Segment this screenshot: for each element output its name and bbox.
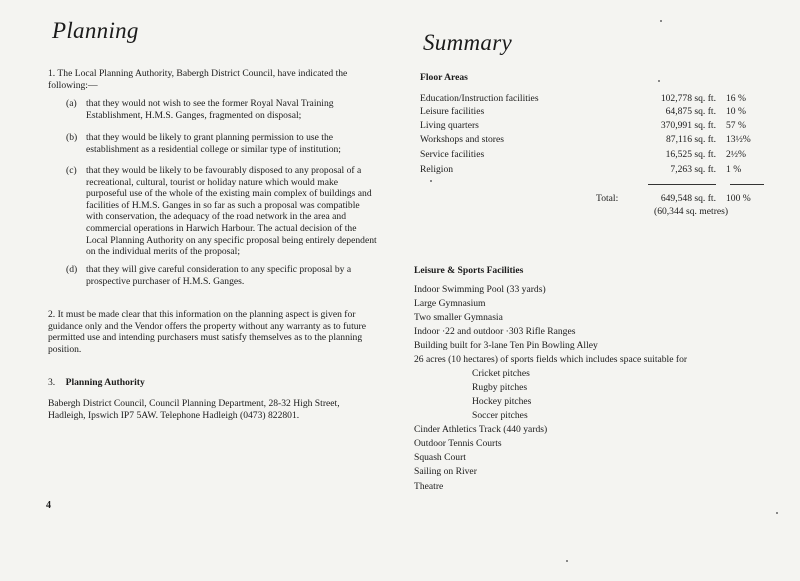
pitch-item: Hockey pitches <box>472 396 532 407</box>
floor-name: Religion <box>420 164 454 175</box>
total-rule-area <box>648 184 716 185</box>
leisure-item: Large Gymnasium <box>414 298 486 309</box>
planning-heading: Planning <box>52 18 139 43</box>
leisure-item: Indoor Swimming Pool (33 yards) <box>414 284 546 295</box>
floor-name: Education/Instruction facilities <box>420 93 539 104</box>
planning-authority-text: Babergh District Council, Council Planning Department, 28-32 High Street, Hadleigh, Ipswich IP7 5AW. Telephone Hadleigh (0473) 822801. <box>48 398 340 421</box>
total-label: Total: <box>596 193 619 204</box>
floor-area: 370,991 sq. ft. <box>660 120 716 131</box>
pitch-item: Rugby pitches <box>472 382 528 393</box>
item-text: that they would not wish to see the former Royal Naval Training Establishment, H.M.S. Ganges, fragmented on disposal; <box>86 98 334 121</box>
scan-speck <box>430 180 432 182</box>
floor-row <box>420 164 780 176</box>
floor-percent: 57 % <box>726 120 746 131</box>
page-number: 4 <box>46 500 51 511</box>
item-text: that they would be likely to be favourably disposed to any proposal of a recreational, cultural, tourist or holiday nature which would make purposeful use of the whole of the existing main complex of buildings and facilities of H.M.S. Ganges in so far as such a proposal was compatible with conservation, the adequacy of the road network in the area and commercial operations in Harwich Harbour. The actual decision of the Local Planning Authority on any specific proposal being entirely dependent on the individual merits of the proposal; <box>86 165 377 258</box>
total-metres: (60,344 sq. metres) <box>654 206 729 217</box>
floor-row <box>420 106 780 118</box>
total-rule-pct <box>730 184 764 185</box>
floor-row <box>420 149 780 161</box>
floor-percent: 2½% <box>726 149 746 160</box>
total-percent: 100 % <box>726 193 751 204</box>
item-label: (c) <box>66 165 77 176</box>
floor-area: 7,263 sq. ft. <box>670 164 716 175</box>
floor-row <box>420 120 780 132</box>
planning-authority-heading <box>48 377 378 389</box>
planning-paragraph-2: 2. It must be made clear that this information on the planning aspect is given for guidance only and the Vendor offers the property without any warranty as to future permitted use and intending purchasers must satisfy themselves as to the planning position. <box>48 309 367 355</box>
floor-name: Leisure facilities <box>420 106 485 117</box>
floor-areas-title: Floor Areas <box>420 72 468 83</box>
item-label: (a) <box>66 98 77 109</box>
leisure-item: Outdoor Tennis Courts <box>414 438 502 449</box>
scan-speck <box>566 560 568 562</box>
item-text: that they will give careful consideration to any specific proposal by a prospective purchaser of H.M.S. Ganges. <box>86 264 352 287</box>
scan-speck <box>776 512 778 514</box>
floor-percent: 1 % <box>726 164 742 175</box>
floor-name: Workshops and stores <box>420 134 504 145</box>
floor-area: 102,778 sq. ft. <box>660 93 716 104</box>
floor-area: 16,525 sq. ft. <box>665 149 716 160</box>
pitch-item: Cricket pitches <box>472 368 530 379</box>
scan-speck <box>660 20 662 22</box>
leisure-title: Leisure & Sports Facilities <box>414 265 524 276</box>
planning-paragraph-1: 1. The Local Planning Authority, Babergh District Council, have indicated the following:— <box>48 68 348 91</box>
leisure-item: Sailing on River <box>414 466 477 477</box>
leisure-item: Cinder Athletics Track (440 yards) <box>414 424 548 435</box>
summary-heading: Summary <box>423 30 512 55</box>
floor-name: Service facilities <box>420 149 485 160</box>
floor-percent: 16 % <box>726 93 746 104</box>
item-label: (b) <box>66 132 78 143</box>
leisure-item: Two smaller Gymnasia <box>414 312 503 323</box>
total-area: 649,548 sq. ft. <box>660 193 716 204</box>
leisure-item: Building built for 3-lane Ten Pin Bowling Alley <box>414 340 598 351</box>
item-text: that they would be likely to grant planning permission to use the establishment as a residential college or similar type of institution; <box>86 132 341 155</box>
floor-percent: 10 % <box>726 106 746 117</box>
floor-row <box>420 93 780 105</box>
leisure-item: 26 acres (10 hectares) of sports fields which includes space suitable for <box>414 354 688 365</box>
floor-name: Living quarters <box>420 120 479 131</box>
floor-area: 64,875 sq. ft. <box>665 106 716 117</box>
total-row <box>420 193 780 205</box>
floor-row <box>420 134 780 146</box>
section-title: Planning Authority <box>65 377 145 388</box>
pitch-item: Soccer pitches <box>472 410 528 421</box>
leisure-item: Squash Court <box>414 452 466 463</box>
leisure-item: Indoor ·22 and outdoor ·303 Rifle Ranges <box>414 326 576 337</box>
section-number: 3. <box>48 377 56 388</box>
item-label: (d) <box>66 264 78 275</box>
leisure-item: Theatre <box>414 481 444 492</box>
scan-speck <box>658 80 660 82</box>
floor-area: 87,116 sq. ft. <box>665 134 716 145</box>
floor-percent: 13½% <box>726 134 751 145</box>
